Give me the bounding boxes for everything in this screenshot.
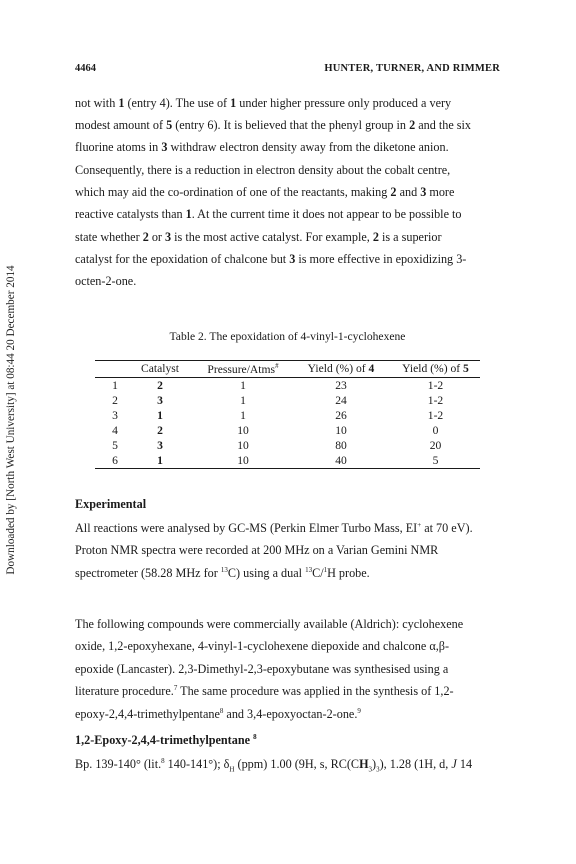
column-header-catalyst: Catalyst — [141, 362, 179, 375]
table-cell: 1-2 — [427, 409, 444, 422]
page-number: 4464 — [75, 63, 96, 74]
section-heading-experimental: Experimental — [75, 497, 147, 511]
text-line: oxide, 1,2-epoxyhexane, 4-vinyl-1-cyclohexene diepoxide and chalcone α,β- — [75, 639, 450, 653]
table-cell: 1 — [240, 409, 246, 422]
text-line: state whether 2 or 3 is the most active catalyst. For example, 2 is a superior — [75, 230, 442, 244]
table-cell: 10 — [335, 424, 347, 437]
table-cell: 3 — [112, 409, 118, 422]
table-cell: 10 — [237, 424, 249, 437]
text-line: epoxy-2,4,4-trimethylpentane$^8$ and 3,4-epoxyoctan-2-one.$^9$ — [75, 707, 361, 722]
table-cell: 2 — [157, 424, 163, 437]
download-watermark-text: Downloaded by [North West University] at 08:44 20 December 2014 — [5, 265, 17, 575]
yield5-header-label: Yield (%) of — [402, 362, 464, 375]
table-cell: 1 — [157, 454, 163, 467]
text-line: modest amount of 5 (entry 6). It is believed that the phenyl group in 2 and the six — [75, 118, 472, 132]
pressure-footnote-mark: # — [275, 362, 279, 370]
table-cell: 5 — [112, 439, 118, 452]
compound-data — [75, 757, 500, 775]
table-cell: 23 — [335, 379, 347, 392]
table-top-rule — [95, 360, 480, 361]
table-cell: 5 — [432, 454, 439, 467]
column-header-pressure — [195, 362, 291, 376]
text-line: The following compounds were commercially available (Aldrich): cyclohexene — [75, 617, 464, 631]
table-cell: 4 — [112, 424, 118, 437]
table-cell: 1 — [240, 379, 246, 392]
column-header-yield-5 — [391, 362, 480, 375]
table-header-rule — [95, 377, 480, 378]
table-cell: 1 — [112, 379, 118, 392]
table-cell: 1 — [240, 394, 246, 407]
table-cell: 2 — [157, 379, 163, 392]
text-line: octen-2-one. — [75, 274, 137, 288]
table-cell: 24 — [335, 394, 347, 407]
yield5-header-compound: 5 — [463, 362, 469, 375]
text-line: spectrometer (58.28 MHz for $^{13}$C) using a dual $^{13}$C/$^1$H probe. — [75, 566, 370, 581]
table-cell: 1-2 — [427, 379, 444, 392]
text-line: not with 1 (entry 4). The use of 1 under higher pressure only produced a very — [75, 96, 452, 110]
pressure-header-label: Pressure/Atms — [207, 362, 276, 376]
page-header — [75, 63, 500, 77]
text-line: catalyst for the epoxidation of chalcone but 3 is more effective in epoxidizing 3- — [75, 252, 467, 266]
text-line: reactive catalysts than 1. At the current time it does not appear to be possible to — [75, 207, 462, 221]
yield4-header-label: Yield (%) of — [307, 362, 369, 375]
table-cell: 3 — [157, 439, 163, 452]
text-line: Bp. 139-140° (lit.$^8$ 140-141°); $\delta_H$ (ppm) 1.00 (9H, s, $RC(CH_3)_3$), 1.28 (1H, d, J 14 — [75, 757, 473, 774]
experimental-paragraph — [75, 521, 500, 591]
table-cell: 40 — [335, 454, 347, 467]
table-cell: 80 — [335, 439, 347, 452]
body-paragraph-1 — [75, 96, 500, 296]
text-line: fluorine atoms in 3 withdraw electron density away from the diketone anion. — [75, 140, 449, 154]
table-cell: 6 — [112, 454, 118, 467]
text-line: epoxide (Lancaster). 2,3-Dimethyl-2,3-epoxybutane was synthesised using a — [75, 662, 449, 676]
table-cell: 2 — [112, 394, 118, 407]
text-line: All reactions were analysed by GC-MS (Perkin Elmer Turbo Mass, EI+ at 70 eV). — [75, 521, 473, 536]
body-paragraph-3 — [75, 617, 500, 727]
table-bottom-rule — [95, 468, 480, 469]
table-cell: 20 — [429, 439, 442, 452]
text-line: Consequently, there is a reduction in electron density about the cobalt centre, — [75, 163, 451, 177]
download-watermark — [4, 180, 18, 660]
table-cell: 10 — [237, 439, 249, 452]
text-line: which may aid the co-ordination of one of the reactants, making 2 and 3 more — [75, 185, 455, 199]
table-cell: 26 — [335, 409, 347, 422]
column-header-yield-4 — [291, 362, 391, 375]
table-cell: 1 — [157, 409, 163, 422]
text-line: literature procedure.$^7$ The same procedure was applied in the synthesis of 1,2- — [75, 684, 454, 699]
table-cell: 1-2 — [427, 394, 444, 407]
table-cell: 0 — [432, 424, 439, 437]
text-line: Proton NMR spectra were recorded at 200 MHz on a Varian Gemini NMR — [75, 543, 439, 557]
compound-heading: 1,2-Epoxy-2,4,4-trimethylpentane $^8$ — [75, 733, 257, 748]
table-caption: Table 2. The epoxidation of 4-vinyl-1-cyclohexene — [169, 330, 406, 343]
table-cell: 3 — [157, 394, 163, 407]
table-cell: 10 — [237, 454, 249, 467]
running-title: HUNTER, TURNER, AND RIMMER — [324, 63, 500, 74]
yield4-header-compound: 4 — [368, 362, 375, 375]
